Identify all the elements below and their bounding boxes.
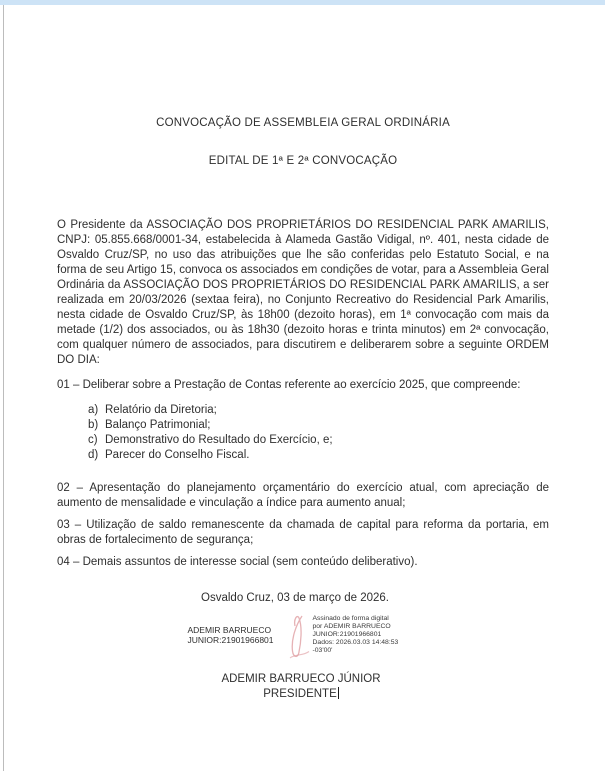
sub-item-c: [88, 433, 549, 448]
order-item-03: 03 – Utilização de saldo remanescente da chamada de capital para reforma da portaria, em obras de fortalecimento de segurança;: [57, 519, 549, 546]
sub-item-b: [88, 418, 549, 433]
sub-item-marker: b): [88, 419, 99, 431]
signer-role-text: PRESIDENTE: [263, 688, 337, 700]
intro-paragraph: O Presidente da ASSOCIAÇÃO DOS PROPRIETÁRIOS DO RESIDENCIAL PARK AMARILIS, CNPJ: 05.855.668/0001-34, estabelecida à Alameda Gastão Vidigal, nº. 401, nesta cidade de Osvaldo Cruz/SP, no uso das atribuições que lhe são conferidas pelo Estatuto Social, e na forma de seu Artigo 15, convoca os associados em condições de votar, para a Assembleia Geral Ordinária da ASSOCIAÇÃO DOS PROPRIETÁRIOS DO RESIDENCIAL PARK AMARILIS, a ser realizada em 20/03/2026 (sextaa feira), no Conjunto Recreativo do Residencial Park Amarilis, nesta cidade de Osvaldo Cruz/SP, às 18h00 (dezoito horas), em 1ª convocação com mais da metade (1/2) dos associados, ou às 18h30 (dezoito horas e trinta minutos) em 2ª convocação, com qualquer número de associados, para discutirem e deliberarem sobre a seguinte ORDEM DO DIA:: [57, 219, 549, 366]
digital-note-line: por ADEMIR BARRUECO: [312, 623, 391, 630]
sub-item-text: Parecer do Conselho Fiscal.: [105, 449, 250, 461]
signer-id-line: JUNIOR:21901966801: [187, 635, 274, 645]
digital-note-line: Dados: 2026.03.03 14:48:53: [312, 639, 399, 646]
signer-id-line: ADEMIR BARRUECO: [187, 625, 272, 635]
sub-item-d: [88, 448, 549, 463]
order-item-01-sublist: [88, 403, 549, 463]
signature-flourish-icon: [286, 613, 312, 663]
sub-item-marker: a): [88, 404, 99, 416]
signer-name: ADEMIR BARRUECO JÚNIOR: [221, 673, 381, 685]
sub-item-marker: d): [88, 449, 99, 461]
text-caret: [338, 687, 339, 699]
signer-id-text: [188, 625, 285, 645]
digital-note-line: -03'00': [312, 647, 333, 654]
document-body: [57, 218, 549, 702]
order-item-04: 04 – Demais assuntos de interesse social (sem conteúdo deliberativo).: [57, 556, 418, 568]
sub-item-marker: c): [88, 434, 98, 446]
sub-item-text: Demonstrativo do Resultado do Exercício, e;: [105, 434, 333, 446]
sub-item-text: Relatório da Diretoria;: [105, 404, 217, 416]
digital-note-line: JUNIOR:21901966801: [312, 631, 382, 638]
date-line: Osvaldo Cruz, 03 de março de 2026.: [201, 592, 389, 604]
sub-item-a: [88, 403, 549, 418]
document-title: CONVOCAÇÃO DE ASSEMBLEIA GERAL ORDINÁRIA: [156, 117, 450, 129]
digital-note-line: Assinado de forma digital: [312, 615, 389, 622]
document-subtitle: EDITAL DE 1ª E 2ª CONVOCAÇÃO: [208, 155, 398, 167]
signer-role: [55, 687, 547, 702]
order-item-01: 01 – Deliberar sobre a Prestação de Contas referente ao exercício 2025, que compreende:: [57, 379, 521, 391]
page-left-border: [3, 5, 4, 771]
order-item-02: 02 – Apresentação do planejamento orçamentário do exercício atual, com apreciação de aumento de mensalidade e vinculação a índice para aumento anual;: [57, 482, 549, 509]
sub-item-text: Balanço Patrimonial;: [105, 419, 211, 431]
digital-signature-block: [55, 613, 547, 663]
document-page[interactable]: [57, 0, 549, 771]
digital-signature-details: [313, 615, 415, 655]
